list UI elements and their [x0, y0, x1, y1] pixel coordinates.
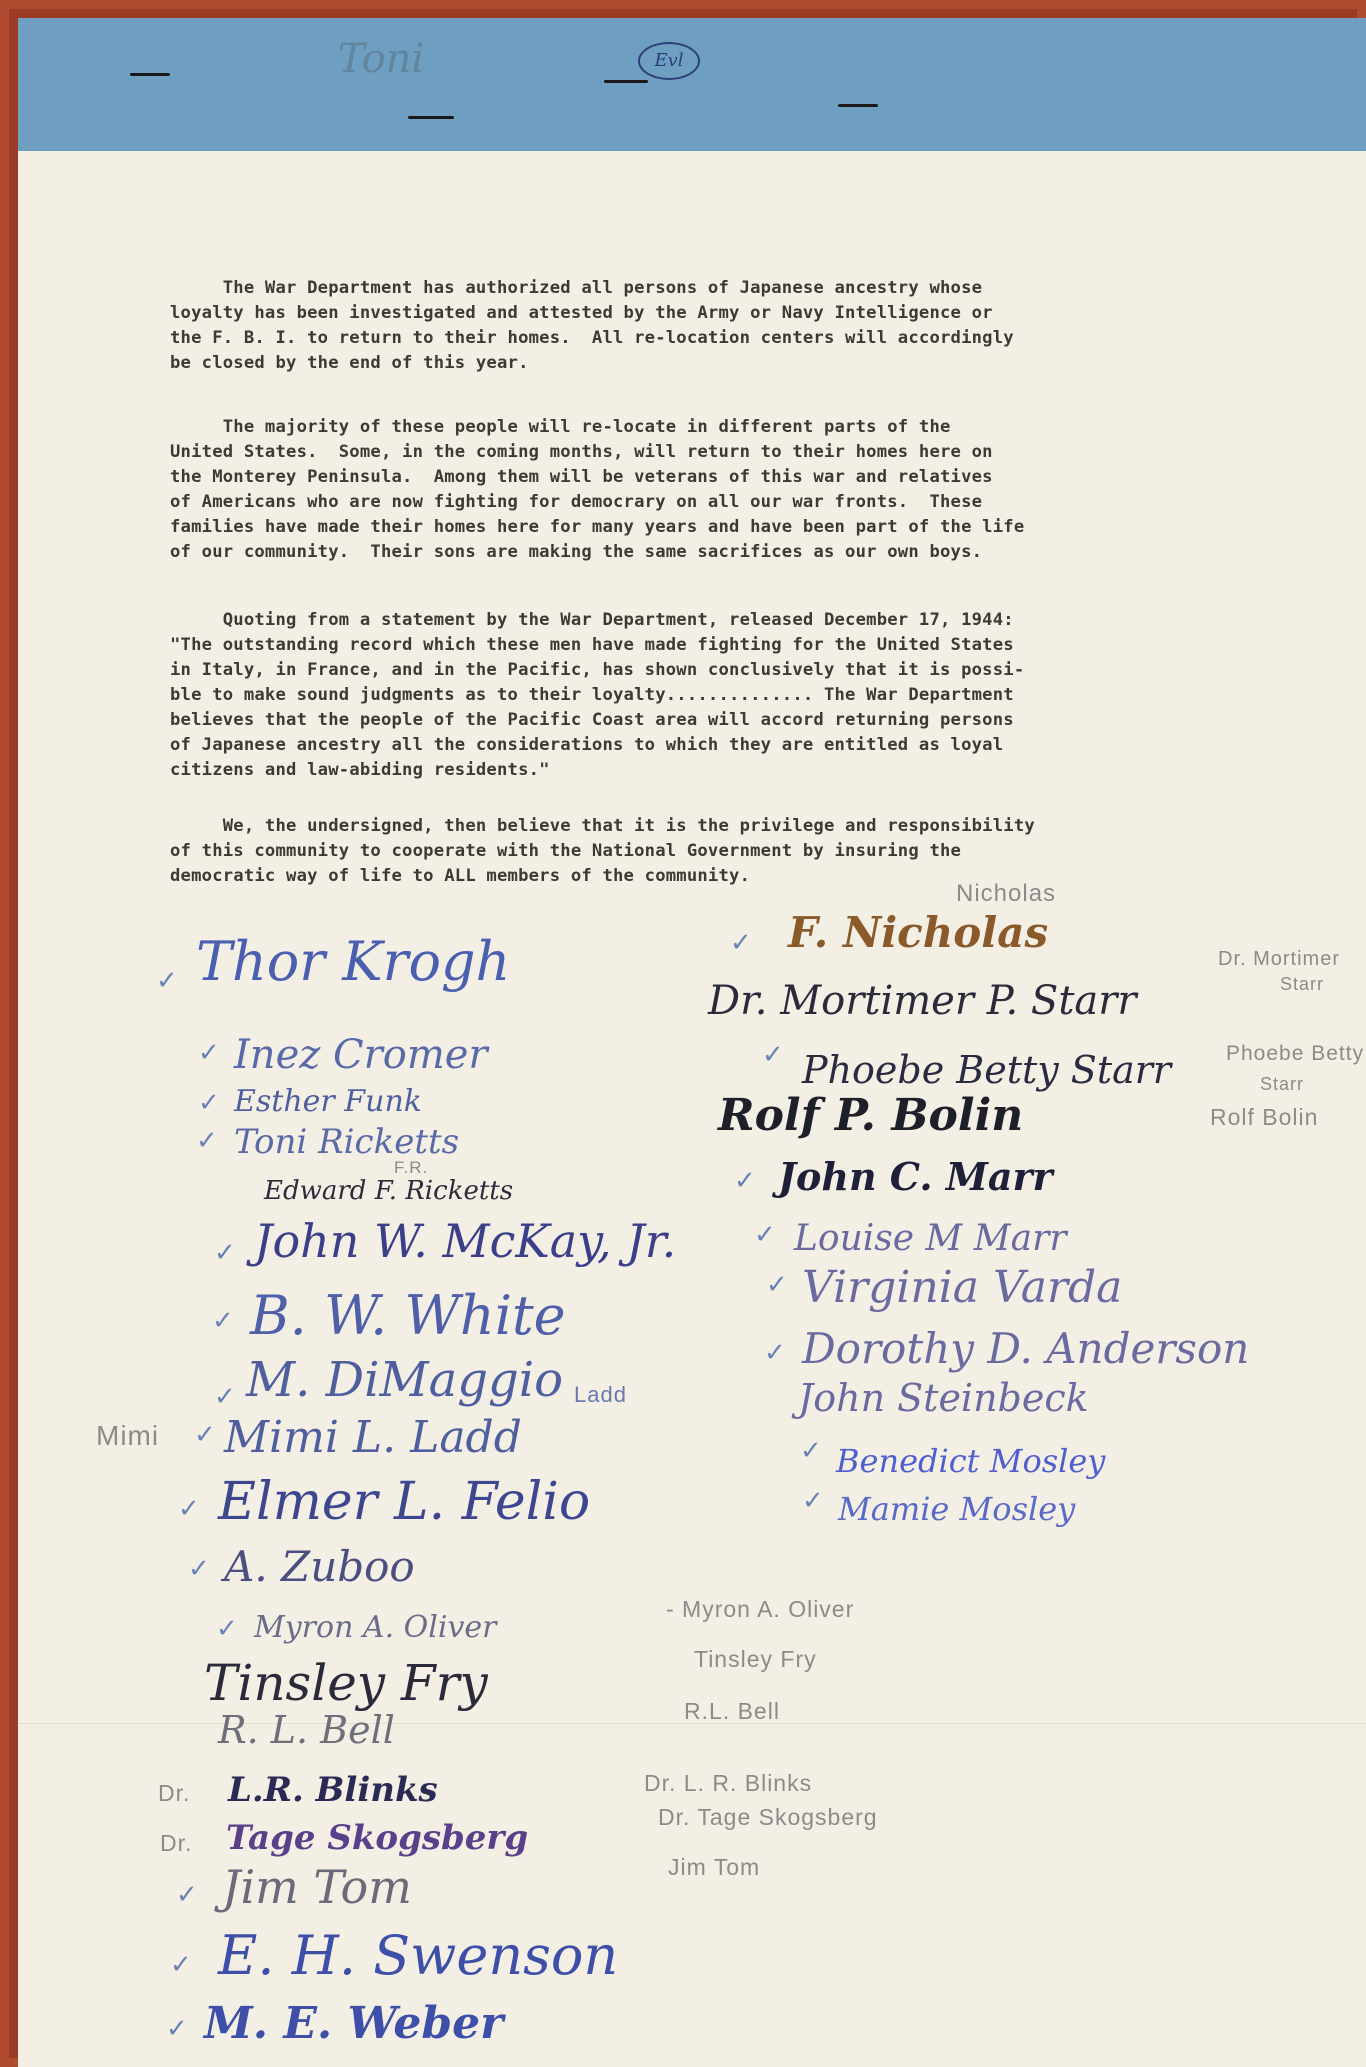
signature: Esther Funk	[234, 1084, 422, 1119]
tab-mark	[838, 104, 878, 107]
signature: Tinsley Fry	[204, 1654, 488, 1712]
pencil-annotation: Dr. Tage Skogsberg	[658, 1804, 878, 1830]
check-mark: ✓	[214, 1382, 236, 1412]
check-mark: ✓	[734, 1166, 756, 1196]
signature: E. H. Swenson	[218, 1924, 619, 1987]
pencil-annotation: Starr	[1260, 1074, 1305, 1094]
signature: Edward F. Ricketts	[264, 1176, 514, 1206]
letter-paragraph: The War Department has authorized all persons of Japanese ancestry whose loyalty has been investigated and attested by the Army or Navy Intelligence or the F. B. I. to return to their homes. All re-location centers will accordingly be closed by the end of this year.	[170, 278, 1014, 373]
check-mark: ✓	[762, 1040, 784, 1070]
check-mark: ✓	[194, 1420, 216, 1450]
pencil-annotation: R.L. Bell	[684, 1698, 780, 1724]
signature: R. L. Bell	[218, 1708, 395, 1752]
signature: L.R. Blinks	[228, 1770, 438, 1810]
signature: Rolf P. Bolin	[718, 1090, 1024, 1141]
check-mark: ✓	[156, 966, 178, 996]
check-mark: ✓	[754, 1220, 776, 1250]
check-mark: ✓	[176, 1880, 198, 1910]
circled-note: Evl	[638, 42, 700, 80]
pencil-annotation: Tinsley Fry	[694, 1646, 817, 1672]
signature: Jim Tom	[222, 1860, 412, 1914]
pencil-annotation: Mimi	[96, 1420, 160, 1451]
check-mark: ✓	[188, 1554, 210, 1584]
signature: John C. Marr	[778, 1154, 1053, 1199]
signature: Mamie Mosley	[838, 1490, 1076, 1528]
signature: Dorothy D. Anderson	[802, 1324, 1250, 1373]
signature: A. Zuboo	[224, 1542, 415, 1591]
check-mark: ✓	[800, 1436, 822, 1466]
pencil-annotation: Dr. Mortimer	[1218, 948, 1340, 970]
tab-mark	[604, 80, 648, 83]
pencil-annotation: Dr. L. R. Blinks	[644, 1770, 813, 1796]
signature: B. W. White	[250, 1284, 566, 1347]
check-mark: ✓	[198, 1088, 220, 1118]
tab-mark	[408, 116, 454, 119]
pencil-annotation: Phoebe Betty	[1226, 1042, 1365, 1065]
signature: M. E. Weber	[204, 1998, 504, 2049]
check-mark: ✓	[730, 928, 752, 958]
signature: Dr. Mortimer P. Starr	[708, 978, 1137, 1024]
check-mark: ✓	[802, 1486, 824, 1516]
pencil-annotation: Rolf Bolin	[1210, 1104, 1319, 1130]
pencil-annotation: Starr	[1280, 974, 1325, 994]
signature: Mimi L. Ladd	[224, 1412, 522, 1463]
check-mark: ✓	[214, 1238, 236, 1268]
signature: Inez Cromer	[234, 1032, 488, 1078]
signature: Toni Ricketts	[234, 1122, 460, 1162]
pencil-note: Toni	[338, 36, 425, 82]
pencil-annotation: Ladd	[574, 1382, 627, 1407]
pencil-annotation: Dr.	[160, 1830, 193, 1856]
signature: Phoebe Betty Starr	[802, 1048, 1172, 1092]
signature: Thor Krogh	[196, 930, 511, 993]
signature: Benedict Mosley	[836, 1442, 1106, 1480]
letter-paragraph: The majority of these people will re-locate in different parts of the United States. Some, in the coming months, will return to their homes here on the Monterey Peninsula. Among them will be veterans of this war and relatives of Americans who are now fighting for democrary on all our war fronts. These families have made their homes here for many years and have been part of the life of our community. Their sons are making the same sacrifices as our own boys.	[170, 417, 1025, 562]
check-mark: ✓	[216, 1614, 238, 1644]
letter-paragraph: Quoting from a statement by the War Department, released December 17, 1944: "The outstanding record which these men have made fighting for the United States in Italy, in France, and in the Pacific, has shown conclusively that it is possi- ble to make sound judgments as to their loyalty.............. The War Department believes that the people of the Pacific Coast area will accord returning persons of Japanese ancestry all the considerations to which they are entitled as loyal citizens and law-abiding residents."	[170, 610, 1025, 780]
signature: M. DiMaggio	[246, 1352, 563, 1408]
pencil-annotation: F.R.	[394, 1158, 429, 1177]
pencil-annotation: Jim Tom	[668, 1854, 761, 1880]
folder-tab	[18, 18, 1366, 151]
signature: Virginia Varda	[802, 1262, 1123, 1313]
check-mark: ✓	[178, 1494, 200, 1524]
pencil-annotation: Nicholas	[956, 880, 1057, 907]
signature: Tage Skogsberg	[226, 1818, 529, 1858]
signature: John W. McKay, Jr.	[254, 1214, 677, 1268]
pencil-annotation: - Myron A. Oliver	[666, 1596, 855, 1622]
check-mark: ✓	[166, 2014, 188, 2044]
signature: John Steinbeck	[798, 1376, 1089, 1420]
check-mark: ✓	[170, 1950, 192, 1980]
letter-paragraph: We, the undersigned, then believe that it is the privilege and responsibility of this community to cooperate with the National Government by insuring the democratic way of life to ALL members of the community.	[170, 816, 1035, 886]
signature: F. Nicholas	[788, 908, 1049, 957]
pencil-annotation: Dr.	[158, 1780, 191, 1806]
check-mark: ✓	[198, 1038, 220, 1068]
check-mark: ✓	[766, 1270, 788, 1300]
check-mark: ✓	[196, 1126, 218, 1156]
signature: Myron A. Oliver	[254, 1610, 497, 1645]
letter-page	[18, 18, 1366, 2067]
check-mark: ✓	[212, 1306, 234, 1336]
tab-mark	[130, 73, 170, 76]
signature: Elmer L. Felio	[218, 1472, 591, 1532]
signature: Louise M Marr	[794, 1218, 1067, 1259]
check-mark: ✓	[764, 1338, 786, 1368]
